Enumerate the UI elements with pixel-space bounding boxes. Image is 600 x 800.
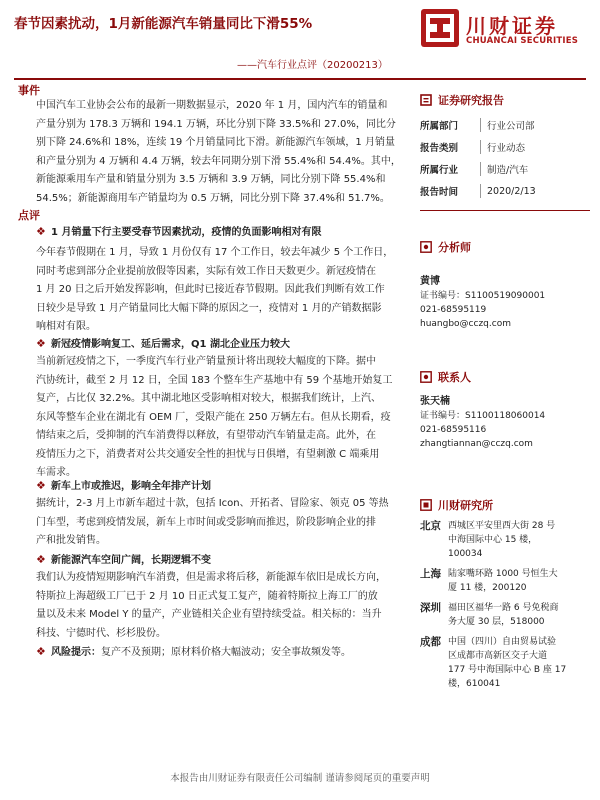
diamond-bullet-icon: ❖ [36,337,46,350]
contact-cert: 证书编号：S1100118060014 [420,411,546,421]
contact-phone: 021-68595116 [420,425,487,435]
sidebar-divider [420,210,590,211]
risk-note: ❖ 风险提示：复产不及预期；原材料价格大幅波动；安全事故频发等。 [36,645,351,658]
office-shanghai: 上海 陆家嘴环路 1000 号恒生大 厦 11 楼，200120 [420,568,558,593]
point-heading-2: ❖ 新冠疫情影响复工、延后需求，Q1 湖北企业压力较大 [36,337,290,350]
header-rule [14,78,586,80]
analyst-phone: 021-68595119 [420,305,487,315]
analyst-card [420,275,590,331]
event-paragraph: 中国汽车工业协会公布的最新一期数据显示，2020 年 1 月，国内汽车的销量和 产量分别为 178.3 万辆和 194.1 万辆，环比分别下降 33.5%和 27.0%，同比分 别下降 24.6%和 18%，连续 19 个月销量同比下滑。新能源汽车领域，1 月销量 和产量分别为 4 万辆和 4.4 万辆，较去年同期分别下滑 55.4%和 54.4%。其中， 新能源乘用车产量和销量分别为 3.5 万辆和 3.9 万辆，同比分别下降 55.4%和 54.5%；新能源商用车产销量均为 0.5 万辆，同比分别下降 37.4%和 51.7%。 [36,100,401,204]
contact-name: 张天楠 [420,396,450,407]
office-beijing: 北京 西城区平安里西大街 28 号 中海国际中心 15 楼， 100034 [420,520,556,559]
point-paragraph-3: 据统计，2-3 月上市新车超过十款，包括 Icon、开拓者、冒险家、领克 05 等热 门车型，考虑到疫情发展，新车上市时间或受影响而推迟，阶段影响企业的排 产和批发销售。 [36,498,389,546]
contact-icon [420,371,432,383]
logo-english-name: CHUANCAI SECURITIES [466,36,579,46]
institute-heading: 川财研究所 [420,497,590,513]
diamond-bullet-icon: ❖ [36,225,46,238]
diamond-bullet-icon: ❖ [36,645,46,658]
contact-email[interactable]: zhangtiannan@cczq.com [420,439,533,449]
report-title: 春节因素扰动，1月新能源汽车销量同比下滑55% [14,16,313,32]
institute-icon [420,499,432,511]
company-logo [420,8,595,52]
analyst-heading: 分析师 [420,239,590,255]
sidebar [420,92,590,691]
comment-heading: 点评 [18,209,40,222]
page-footer: 本报告由川财证券有限责任公司编制 谨请参阅尾页的重要声明 [170,773,430,784]
office-chengdu: 成都 中国（四川）自由贸易试验 区成都市高新区交子大道 177 号中海国际中心 B 座 17 楼，610041 [420,636,567,689]
document-icon [420,94,432,106]
meta-row-date: 报告时间 2020/2/13 [420,185,536,198]
office-shenzhen: 深圳 福田区福华一路 6 号免税商 务大厦 30 层，518000 [420,602,559,627]
logo-mark-icon [420,8,460,48]
analyst-icon [420,241,432,253]
meta-row-department: 所属部门 行业公司部 [420,114,590,136]
contact-heading: 联系人 [420,369,590,385]
point-heading-1: ❖ 1 月销量下行主要受春节因素扰动，疫情的负面影响相对有限 [36,225,322,238]
point-paragraph-4: 我们认为疫情短期影响汽车消费，但是需求将后移，新能源车依旧是成长方向， 特斯拉上海超级工厂已于 2 月 10 日正式复工复产，随着特斯拉上海工厂的放 量以及未来 Model Y 的量产，产业链相关企业有望持续受益。相关标的：当升 科技、宁德时代、杉杉股份。 [36,572,386,639]
logo-chinese-name: 川财证券 [466,14,558,38]
meta-row-category: 报告类别 行业动态 [420,136,590,158]
point-paragraph-2: 当前新冠疫情之下，一季度汽车行业产销量预计将出现较大幅度的下降。据中 汽协统计，截至 2 月 12 日，全国 183 个整车生产基地中有 59 个基地开始复工 复产，占比仅 32.2%。其中湖北地区受影响相对较大，根据我们统计，上汽、 东风等整车企业在湖北有 OEM 厂，受限产能在 250 万辆左右。但从长期看，疫 情结束之后，受抑制的汽车消费得以释放，有望带动汽车销量走高。此外，在 疫情压力之下，消费者对公共交通安全性的担忧与日俱增，有望刺激 C 端乘用 车需求。 [36,356,393,478]
report-subtitle: ——汽车行业点评（20200213） [237,60,388,71]
point-heading-3: ❖ 新车上市或推迟，影响全年排产计划 [36,479,211,492]
meta-row-industry: 所属行业 制造/汽车 [420,158,590,180]
report-info-heading: 证券研究报告 [420,92,590,108]
point-heading-4: ❖ 新能源汽车空间广阔，长期逻辑不变 [36,553,211,566]
event-heading: 事件 [18,84,40,97]
contact-card [420,395,590,451]
diamond-bullet-icon: ❖ [36,553,46,566]
analyst-cert: 证书编号：S1100519090001 [420,291,546,301]
diamond-bullet-icon: ❖ [36,479,46,492]
analyst-email[interactable]: huangbo@cczq.com [420,319,511,329]
point-paragraph-1: 今年春节假期在 1 月，导致 1 月份仅有 17 个工作日，较去年减少 5 个工作日， 同时考虑到部分企业提前放假等因素，实际有效工作日天数更少。新冠疫情在 1 月 20 日之后开始发挥影响，但此时已接近春节假期。因此我们判断有效工作 日较少是导致 1 月产销量同比大幅下降的原因之一，疫情对 1 月的产销数据影 响相对有限。 [36,247,394,332]
analyst-name: 黄博 [420,276,440,287]
